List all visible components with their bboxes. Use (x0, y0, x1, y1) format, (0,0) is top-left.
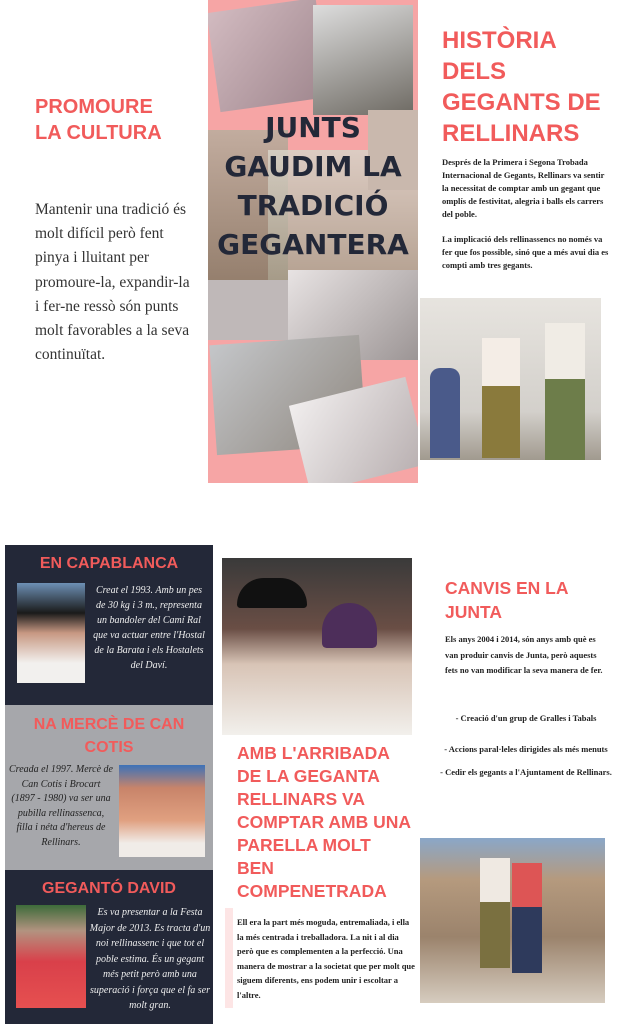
list-item: - Cedir els gegants a l'Ajuntament de Rellinars. (440, 767, 612, 777)
giant-description: Creada el 1997. Mercè de Can Cotis i Brocart (1897 - 1980) va ser una pubilla rellinassenca, filla i néta d'hereus de Rellinars. (9, 764, 113, 848)
promote-title (35, 94, 162, 146)
accent-bar (225, 908, 233, 1008)
list-item: - Accions paral·leles dirigides als més menuts (444, 744, 608, 754)
giants-photo (420, 298, 601, 460)
paragraph: La implicació dels rellinassencs no només va fer que fos possible, sinó que a més avui dia es compti amb tres gegants. (442, 234, 609, 270)
giant-description: Es va presentar a la Festa Major de 2013. Es tracta d'un noi rellinassenc i que tot el poble estima. És un gegant més petit però amb una superació i força que el fa ser molt gran. (89, 907, 211, 1011)
street-photo (420, 838, 605, 1003)
couple-body: Ell era la part més moguda, entremaliada, i ella la més centrada i treballadora. La nit i al dia però que es complementen a la perfecció. Una manera de mostrar a la societat que per molt que siguem diferents, ens podem unir i escoltar a l'altre. (237, 917, 415, 1000)
title-line: DELS (442, 58, 507, 85)
title-line: JUNTS (265, 111, 361, 144)
title-line: GEGANTS DE (442, 89, 601, 116)
board-list (440, 712, 612, 779)
history-body (442, 156, 612, 272)
title-line: GEGANTERA (217, 228, 409, 261)
title-line: CANVIS EN LA (445, 578, 569, 598)
title-line: PROMOURE (35, 96, 153, 118)
board-body: Els anys 2004 i 2014, són anys amb què es van produir canvis de Junta, però aquests fets no van modificar la seva manera de fer. (445, 634, 603, 675)
paragraph: Després de la Primera i Segona Trobada Internacional de Gegants, Rellinars va sentir la necessitat de comptar amb un gegant que omplís de festivitat, alegria i balls els carrers del poble. (442, 157, 605, 219)
giant-card-david (5, 870, 213, 1024)
list-item: - Creació d'un grup de Gralles i Tabals (455, 713, 597, 723)
collage-title (208, 108, 418, 264)
giant-name (5, 713, 213, 759)
couple-photo (222, 558, 412, 735)
title-line: LA CULTURA (35, 122, 162, 144)
title-line: JUNTA (445, 602, 503, 622)
giant-name: EN CAPABLANCA (39, 555, 179, 572)
title-line: NA MERCÈ DE CAN (33, 716, 185, 733)
couple-title: AMB L'ARRIBADA DE LA GEGANTA RELLINARS VA COMPTAR AMB UNA PARELLA MOLT BEN COMPENETRADA (237, 743, 411, 901)
giant-card-merce (5, 705, 213, 870)
history-title (442, 25, 601, 149)
giant-name: GEGANTÓ DAVID (42, 880, 176, 897)
photo-collage (208, 0, 418, 483)
giant-description: Creat el 1993. Amb un pes de 30 kg i 3 m., representa un bandoler del Camí Ral que va actuar entre l'Hostal de la Barata i els Hostalets del Daví. (93, 585, 205, 671)
giant-photo (16, 905, 86, 1008)
title-line: TRADICIÓ (237, 189, 389, 222)
title-line: COTIS (84, 739, 134, 756)
title-line: RELLINARS (442, 120, 580, 147)
giant-photo (119, 765, 205, 857)
giant-card-capablanca (5, 545, 213, 705)
title-line: GAUDIM LA (224, 150, 402, 183)
title-line: HISTÒRIA (442, 27, 557, 54)
promote-body: Mantenir una tradició és molt difícil però fent pinya i lluitant per promoure-la, expandir-la i fer-ne ressò són punts molt favorables a la seva continuïtat. (35, 201, 190, 364)
board-title (445, 576, 568, 624)
giant-photo (17, 583, 85, 683)
